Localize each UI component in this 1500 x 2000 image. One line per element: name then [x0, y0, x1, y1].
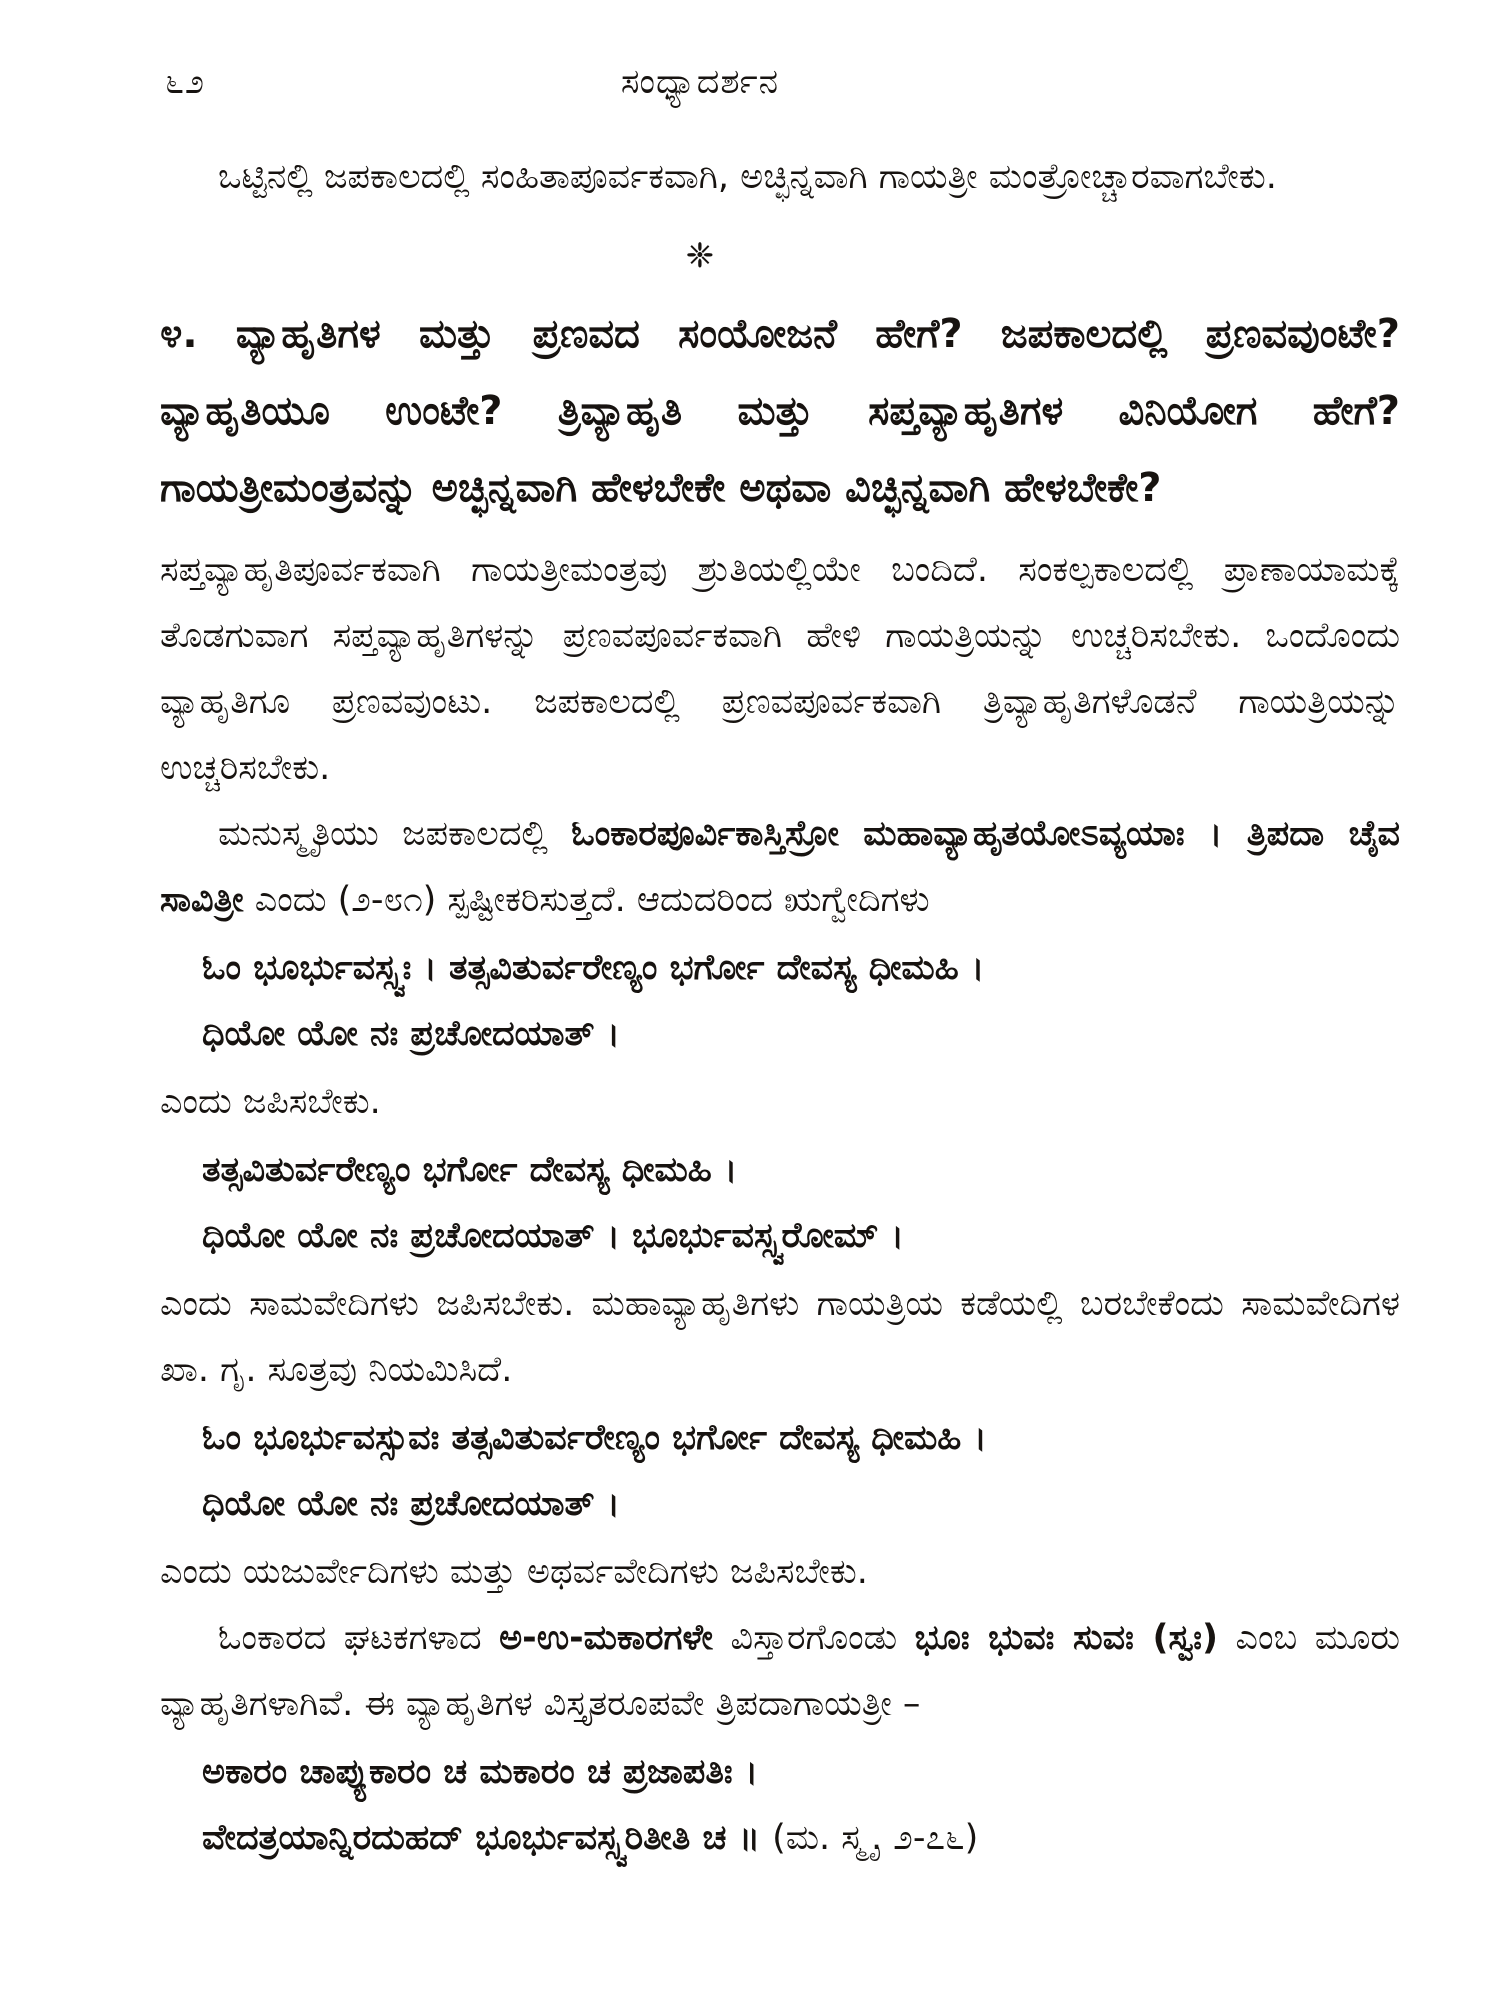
- mantra-text: ವೇದತ್ರಯಾನ್ನಿರದುಹದ್ ಭೂರ್ಭುವಸ್ಸ್ವರಿತೀತಿ ಚ ॥: [202, 1818, 773, 1858]
- mantra-line: [202, 1805, 1400, 1871]
- omkara-mid: ವಿಸ್ತಾರಗೊಂಡು: [712, 1618, 915, 1658]
- mantra-line: ಓಂ ಭೂರ್ಭುವಸ್ಸ್ವಃ । ತತ್ಸವಿತುರ್ವರೇಣ್ಯಂ ಭರ್ಗೋ ದೇವಸ್ಯ ಧೀಮಹಿ ।: [202, 948, 985, 988]
- paragraph-after-samaveda: ಎಂದು ಸಾಮವೇದಿಗಳು ಜಪಿಸಬೇಕು. ಮಹಾವ್ಯಾಹೃತಿಗಳು ಗಾಯತ್ರಿಯ ಕಡೆಯಲ್ಲಿ ಬರಬೇಕೆಂದು ಸಾಮವೇದಿಗಳ ಖಾ. ಗೃ. ಸೂತ್ರವು ನಿಯಮಿಸಿದೆ.: [160, 1284, 1400, 1390]
- omkara-bold-vyahritis: ಭೂಃ ಭುವಃ ಸುವಃ (ಸ್ವಃ): [914, 1618, 1219, 1658]
- question-text: ವ್ಯಾಹೃತಿಗಳ ಮತ್ತು ಪ್ರಣವದ ಸಂಯೋಜನೆ ಹೇಗೆ? ಜಪಕಾಲದಲ್ಲಿ ಪ್ರಣವವುಂಟೇ? ವ್ಯಾಹೃತಿಯೂ ಉಂಟೇ? ತ್ರಿವ್ಯಾಹೃತಿ ಮತ್ತು ಸಪ್ತವ್ಯಾಹೃತಿಗಳ ವಿನಿಯೋಗ ಹೇಗೆ? ಗಾಯತ್ರೀಮಂತ್ರವನ್ನು ಅಚ್ಛಿನ್ನವಾಗಿ ಹೇಳಬೇಕೇ ಅಥವಾ ವಿಚ್ಛಿನ್ನವಾಗಿ ಹೇಳಬೇಕೇ?: [160, 311, 1400, 511]
- mantra-yajurveda: [160, 1405, 1400, 1537]
- mantra-tripada-gayatri: [160, 1739, 1400, 1871]
- manusmriti-post: ಎಂದು (೨-೮೧) ಸ್ಪಷ್ಟೀಕರಿಸುತ್ತದೆ. ಆದುದರಿಂದ ಋಗ್ವೇದಿಗಳು: [243, 880, 930, 920]
- paragraph-after-yajurveda: ಎಂದು ಯಜುರ್ವೇದಿಗಳು ಮತ್ತು ಅಥರ್ವವೇದಿಗಳು ಜಪಿಸಬೇಕು.: [160, 1552, 868, 1592]
- omkara-bold-akara: ಅ-ಉ-ಮಕಾರಗಳೇ: [499, 1618, 713, 1658]
- mantra-rigveda: [160, 935, 1400, 1067]
- mantra-line: ಧಿಯೋ ಯೋ ನಃ ಪ್ರಚೋದಯಾತ್ । ಭೂರ್ಭುವಸ್ಸ್ವರೋಮ್ ।: [202, 1216, 904, 1256]
- mantra-line: ತತ್ಸವಿತುರ್ವರೇಣ್ಯಂ ಭರ್ಗೋ ದೇವಸ್ಯ ಧೀಮಹಿ ।: [202, 1150, 738, 1190]
- paragraph-after-rigveda: ಎಂದು ಜಪಿಸಬೇಕು.: [160, 1082, 381, 1122]
- manusmriti-pre: ಮನುಸ್ಮೃತಿಯು ಜಪಕಾಲದಲ್ಲಿ: [218, 814, 572, 854]
- paragraph-shruti: ಸಪ್ತವ್ಯಾಹೃತಿಪೂರ್ವಕವಾಗಿ ಗಾಯತ್ರೀಮಂತ್ರವು ಶ್ರುತಿಯಲ್ಲಿಯೇ ಬಂದಿದೆ. ಸಂಕಲ್ಪಕಾಲದಲ್ಲಿ ಪ್ರಾಣಾಯಾಮಕ್ಕೆ ತೊಡಗುವಾಗ ಸಪ್ತವ್ಯಾಹೃತಿಗಳನ್ನು ಪ್ರಣವಪೂರ್ವಕವಾಗಿ ಹೇಳಿ ಗಾಯತ್ರಿಯನ್ನು ಉಚ್ಚರಿಸಬೇಕು. ಒಂದೊಂದು ವ್ಯಾಹೃತಿಗೂ ಪ್ರಣವವುಂಟು. ಜಪಕಾಲದಲ್ಲಿ ಪ್ರಣವಪೂರ್ವಕವಾಗಿ ತ್ರಿವ್ಯಾಹೃತಿಗಳೊಡನೆ ಗಾಯತ್ರಿಯನ್ನು ಉಚ್ಚರಿಸಬೇಕು.: [160, 550, 1400, 788]
- question-number: ೪.: [160, 311, 198, 357]
- page-number: ೬೨: [165, 62, 206, 102]
- floral-ornament-icon: ❈: [685, 236, 715, 276]
- omkara-pre: ಓಂಕಾರದ ಘಟಕಗಳಾದ: [218, 1618, 500, 1658]
- manusmriti-quote: ಓಂಕಾರಪೂರ್ವಿಕಾಸ್ತಿಸ್ರೋ ಮಹಾವ್ಯಾಹೃತಯೋಽವ್ಯಯಾಃ । ತ್ರಿಪದಾ ಚೈವ ಸಾವಿತ್ರೀ: [160, 814, 1400, 920]
- mantra-samaveda: [160, 1137, 1400, 1269]
- mantra-line: ಧಿಯೋ ಯೋ ನಃ ಪ್ರಚೋದಯಾತ್ ।: [202, 1014, 620, 1054]
- mantra-line: ಓಂ ಭೂರ್ಭುವಸ್ಸುವಃ ತತ್ಸವಿತುರ್ವರೇಣ್ಯಂ ಭರ್ಗೋ ದೇವಸ್ಯ ಧೀಮಹಿ ।: [202, 1418, 987, 1458]
- page-header: [160, 62, 1400, 114]
- mantra-line: ಅಕಾರಂ ಚಾಪ್ಯುಕಾರಂ ಚ ಮಕಾರಂ ಚ ಪ್ರಜಾಪತಿಃ ।: [202, 1752, 759, 1792]
- omkara-post: ಎಂಬ ಮೂರು ವ್ಯಾಹೃತಿಗಳಾಗಿವೆ. ಈ ವ್ಯಾಹೃತಿಗಳ ವಿಸ್ತೃತರೂಪವೇ ತ್ರಿಪದಾಗಾಯತ್ರೀ –: [160, 1618, 1400, 1724]
- page-title: ಸಂಧ್ಯಾದರ್ಶನ: [620, 62, 780, 102]
- question-heading: [160, 296, 1400, 527]
- paragraph-omkara: [160, 1605, 1400, 1737]
- paragraph-manusmriti: [160, 801, 1400, 933]
- mantra-line: ಧಿಯೋ ಯೋ ನಃ ಪ್ರಚೋದಯಾತ್ ।: [202, 1484, 620, 1524]
- intro-paragraph: ಒಟ್ಟಿನಲ್ಲಿ ಜಪಕಾಲದಲ್ಲಿ ಸಂಹಿತಾಪೂರ್ವಕವಾಗಿ, ಅಚ್ಛಿನ್ನವಾಗಿ ಗಾಯತ್ರೀ ಮಂತ್ರೋಚ್ಚಾರವಾಗಬೇಕು.: [218, 157, 1277, 197]
- section-divider: [160, 236, 1240, 276]
- verse-citation: (ಮ. ಸ್ಮೃ. ೨-೭೬): [772, 1818, 979, 1858]
